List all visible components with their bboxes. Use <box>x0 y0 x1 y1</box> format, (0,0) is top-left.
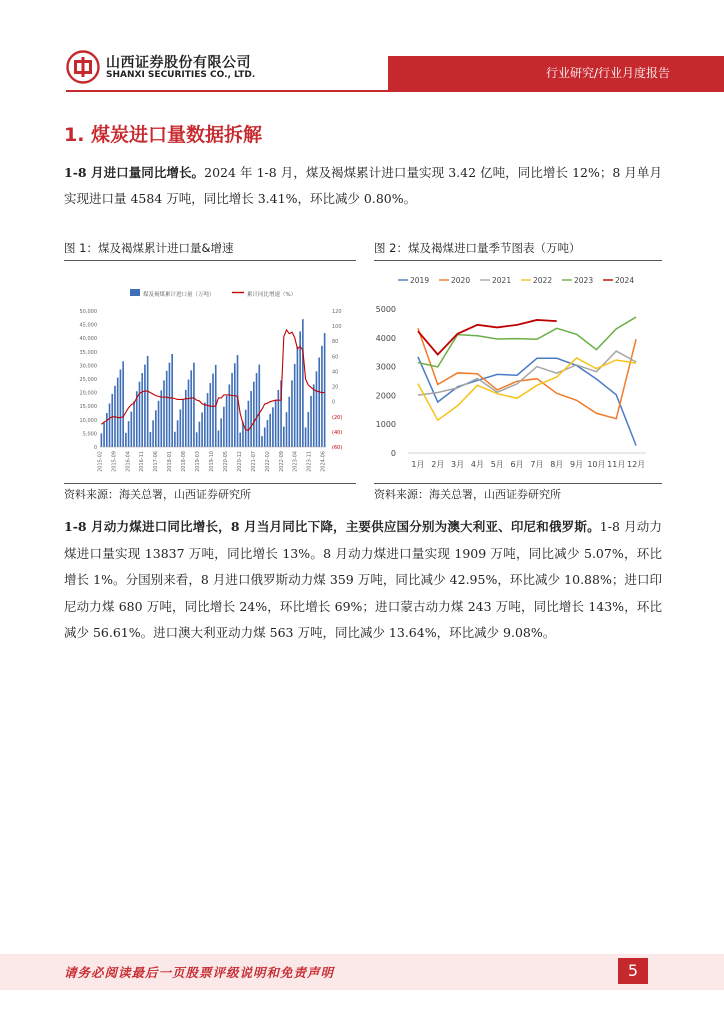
bar <box>212 374 214 447</box>
bar <box>324 333 326 447</box>
bar <box>316 371 318 447</box>
left-axis-tick: 45,000 <box>79 322 97 329</box>
figure-2-caption: 图 2：煤及褐煤进口量季节图表（万吨） <box>374 236 662 261</box>
bar <box>220 418 222 447</box>
paragraph-thermal-coal <box>64 514 662 647</box>
left-axis-tick: 50,000 <box>79 309 97 315</box>
bar <box>286 412 288 447</box>
x-axis-tick: 9月 <box>570 460 584 469</box>
header-divider <box>66 90 724 92</box>
legend-label-2019: 2019 <box>410 276 430 285</box>
bar <box>226 396 228 447</box>
legend-label-2021: 2021 <box>492 276 512 285</box>
x-axis-tick: 2018-01 <box>167 451 174 472</box>
bar <box>169 363 171 447</box>
bar <box>250 391 252 447</box>
bar <box>163 380 165 447</box>
bar <box>275 400 277 447</box>
x-axis-tick: 2016-11 <box>139 451 146 472</box>
x-axis-tick: 2017-06 <box>153 451 160 472</box>
figure-1-body <box>64 261 356 484</box>
y-axis-tick: 3000 <box>375 362 396 372</box>
figure-2-source: 资料来源：海关总署，山西证券研究所 <box>374 488 561 501</box>
bar <box>264 427 266 447</box>
bar <box>253 382 255 447</box>
bar <box>239 433 241 447</box>
right-axis-tick: (20) <box>332 414 343 421</box>
bar <box>318 358 320 447</box>
series-line-2021 <box>418 351 636 395</box>
figure-1-caption: 图 1：煤及褐煤累计进口量&增速 <box>64 236 356 261</box>
bar <box>188 380 190 447</box>
bar <box>294 364 296 447</box>
right-axis-tick: 80 <box>332 339 339 346</box>
right-axis-tick: 0 <box>332 399 336 406</box>
left-axis-tick: 5,000 <box>82 431 97 438</box>
x-axis-tick: 2023-11 <box>306 451 313 472</box>
x-axis-tick: 2018-08 <box>181 451 188 472</box>
bar <box>288 397 290 447</box>
x-axis-tick: 2022-02 <box>264 451 271 472</box>
bar <box>256 373 258 447</box>
y-axis-tick: 1000 <box>375 420 396 430</box>
legend-label-2023: 2023 <box>574 276 594 285</box>
bar <box>160 390 162 447</box>
x-axis-tick: 1月 <box>411 460 425 469</box>
bar <box>321 346 323 447</box>
y-axis-tick: 2000 <box>375 391 396 401</box>
bar <box>234 363 236 447</box>
bar <box>291 380 293 447</box>
x-axis-tick: 8月 <box>550 460 564 469</box>
bar <box>199 422 201 447</box>
bar <box>307 412 309 447</box>
bar <box>190 370 192 447</box>
bar <box>302 319 304 447</box>
bar <box>174 432 176 447</box>
bar <box>313 384 315 447</box>
bar <box>182 399 184 447</box>
bar <box>128 421 130 447</box>
bar <box>111 394 113 447</box>
bar <box>133 401 135 447</box>
legend-label-2022: 2022 <box>533 276 553 285</box>
right-axis-tick: 60 <box>332 354 339 361</box>
bar <box>171 354 173 447</box>
left-axis-tick: 30,000 <box>79 363 97 370</box>
paragraph-body: 1-8 月动力煤进口量实现 13837 万吨，同比增长 13%。8 月动力煤进口量实现 1909 万吨，同比减少 5.07%，环比增长 1%。分国别来看，8 月进口俄罗斯动力煤 359 万吨，同比减少 42.95%，环比减少 10.88%；进口印尼动力煤 680 万吨，同比增长 24%，环比增长 69%；进口蒙古动力煤 243 万吨，同比增长 143%，环比减少 56.61%。进口澳大利亚动力煤 563 万吨，同比减少 13.64%，环比减少 9.08%。 <box>64 519 662 640</box>
bar <box>196 432 198 447</box>
x-axis-tick: 2022-09 <box>278 451 285 472</box>
bar <box>139 382 141 447</box>
y-axis-tick: 4000 <box>375 333 396 343</box>
bar <box>152 420 154 447</box>
x-axis-tick: 2021-07 <box>250 451 257 472</box>
bar <box>299 331 301 447</box>
legend-label-2020: 2020 <box>451 276 471 285</box>
x-axis-tick: 2019-03 <box>195 451 202 472</box>
bar <box>180 409 182 447</box>
left-axis-tick: 0 <box>93 445 97 451</box>
x-axis-tick: 12月 <box>626 460 646 469</box>
x-axis-tick: 2月 <box>431 460 445 469</box>
bar <box>155 410 157 447</box>
legend-label-bars: 煤及褐煤累计进口量（万吨） <box>143 292 215 298</box>
bar <box>297 347 299 447</box>
bar <box>209 383 211 447</box>
bar <box>204 403 206 447</box>
series-line-2019 <box>418 357 636 446</box>
right-axis-tick: (40) <box>332 429 343 436</box>
x-axis-tick: 2019-10 <box>209 451 215 472</box>
bar <box>125 433 127 447</box>
bar <box>261 436 263 447</box>
left-axis-tick: 20,000 <box>79 390 97 397</box>
paragraph-body: 2024 年 1-8 月，煤及褐煤累计进口量实现 3.42 亿吨，同比增长 12%；8 月单月实现进口量 4584 万吨，同比增长 3.41%，环比减少 0.80%。 <box>64 165 662 206</box>
x-axis-tick: 2023-04 <box>292 451 299 472</box>
bar <box>207 393 209 447</box>
left-axis-tick: 40,000 <box>79 336 97 343</box>
section-title: 1. 煤炭进口量数据拆解 <box>64 124 263 146</box>
y-axis-tick: 5000 <box>375 305 396 314</box>
page-number: 5 <box>618 958 648 984</box>
right-axis-tick: (60) <box>332 445 343 451</box>
x-axis-tick: 2020-05 <box>222 451 229 472</box>
bar <box>283 427 285 447</box>
bar <box>258 365 260 447</box>
bar <box>109 403 111 447</box>
bar <box>231 373 233 447</box>
x-axis-tick: 6月 <box>510 460 524 469</box>
legend-label-line: 累计同比增速（%） <box>247 292 297 298</box>
x-axis-tick: 3月 <box>451 460 465 469</box>
x-axis-tick: 5月 <box>490 460 504 469</box>
bar <box>103 423 105 447</box>
figure-1-source: 资料来源：海关总署，山西证券研究所 <box>64 488 251 501</box>
page-header <box>0 0 724 96</box>
left-axis-tick: 10,000 <box>79 417 97 424</box>
paragraph-lead: 1-8 月进口量同比增长。 <box>64 165 205 180</box>
footer-disclaimer: 请务必阅读最后一页股票评级说明和免责声明 <box>64 965 335 980</box>
bar <box>201 412 203 447</box>
left-axis-tick: 35,000 <box>79 349 97 356</box>
right-axis-tick: 40 <box>332 369 339 376</box>
x-axis-tick: 2015-09 <box>111 451 118 472</box>
bar <box>158 401 160 447</box>
bar <box>141 373 143 447</box>
bar <box>218 430 220 447</box>
left-axis-tick: 25,000 <box>79 377 97 383</box>
bar <box>278 390 280 447</box>
right-axis-tick: 120 <box>332 309 342 315</box>
bar <box>150 432 152 447</box>
company-name-cn: 山西证券股份有限公司 <box>106 55 251 71</box>
bar <box>248 401 250 447</box>
x-axis-tick: 2016-04 <box>125 451 132 472</box>
bar <box>117 378 119 447</box>
x-axis-tick: 2020-12 <box>236 451 243 472</box>
legend-label-2024: 2024 <box>615 276 635 285</box>
bar <box>166 371 168 447</box>
paragraph-import-volume <box>64 160 662 212</box>
bar <box>223 407 225 447</box>
legend-swatch-bars <box>130 289 140 296</box>
report-type: 行业研究/行业月度报告 <box>545 66 670 80</box>
company-name-en: SHANXI SECURITIES CO., LTD. <box>106 70 256 80</box>
bar <box>122 361 124 447</box>
bar <box>147 356 149 447</box>
left-axis-tick: 15,000 <box>79 404 97 411</box>
figure-2-body <box>374 261 662 484</box>
bar <box>193 363 195 447</box>
x-axis-tick: 7月 <box>530 460 544 469</box>
bar <box>305 427 307 447</box>
bar <box>101 433 103 447</box>
right-axis-tick: 100 <box>332 324 342 331</box>
x-axis-tick: 2015-02 <box>97 451 104 472</box>
bar <box>269 414 271 447</box>
shanxi-securities-logo-icon <box>66 50 100 84</box>
bar <box>106 413 108 447</box>
y-axis-tick: 0 <box>390 449 396 458</box>
x-axis-tick: 2024-06 <box>320 451 327 472</box>
bar <box>310 396 312 447</box>
bar <box>272 407 274 447</box>
x-axis-tick: 10月 <box>587 460 606 469</box>
figure-2 <box>374 236 662 506</box>
cumulative-import-chart <box>64 261 356 483</box>
bar <box>177 420 179 447</box>
figure-1 <box>64 236 356 506</box>
bar <box>229 384 231 447</box>
x-axis-tick: 4月 <box>470 460 484 469</box>
bar <box>120 369 122 447</box>
seasonal-import-chart <box>374 261 662 483</box>
paragraph-lead: 1-8 月动力煤进口同比增长，8 月当月同比下降，主要供应国分别为澳大利亚、印尼和俄罗斯。 <box>64 519 600 534</box>
bar <box>267 420 269 447</box>
right-axis-tick: 20 <box>332 384 339 391</box>
bar <box>144 365 146 447</box>
x-axis-tick: 11月 <box>607 460 626 469</box>
bar <box>131 412 133 447</box>
